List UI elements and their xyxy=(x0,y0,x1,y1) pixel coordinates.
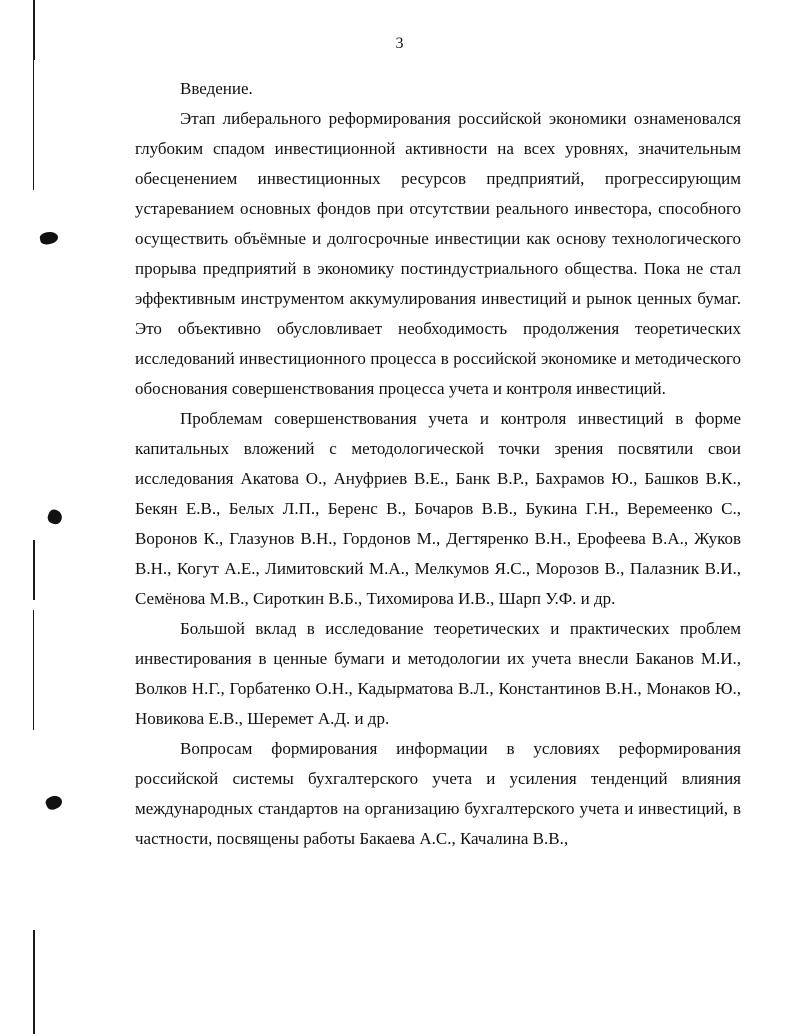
paragraph-reform-information: Вопросам формирования информации в условиях реформирования российской системы бухгалтерского учета и усиления тенденций влияния международных стандартов на организацию бухгалтерского учета и инвестиций, в частности, посвящены работы Бакаева А.С., Качалина В.В., xyxy=(135,739,741,848)
section-heading: Введение. xyxy=(180,79,253,98)
paragraph-authors-accounting: Проблемам совершенствования учета и контроля инвестиций в форме капитальных вложений с методологической точки зрения посвятили свои исследования Акатова О., Ануфриев В.Е., Банк В.Р., Бахрамов Ю., Башков В.К., Бекян Е.В., Белых Л.П., Беренс В., Бочаров В.В., Букина Г.Н., Веремеенко С., Воронов К., Глазунов В.Н., Гордонов М., Дегтяренко В.Н., Ерофеева В.А., Жуков В.Н., Когут А.Е., Лимитовский М.А., Мелкумов Я.С., Морозов В., Палазник В.И., Семёнова М.В., Сироткин В.Б., Тихомирова И.В., Шарп У.Ф. и др. xyxy=(135,409,741,608)
page-number: 3 xyxy=(395,35,404,52)
scan-edge-line xyxy=(33,540,35,600)
scan-edge-line xyxy=(33,930,35,1034)
ink-blot xyxy=(39,230,59,245)
paragraph-authors-securities: Большой вклад в исследование теоретических и практических проблем инвестирования в ценные бумаги и методологии их учета внесли Баканов М.И., Волков Н.Г., Горбатенко О.Н., Кадырматова В.Л., Константинов В.Н., Монаков Ю., Новикова Е.В., Шеремет А.Д. и др. xyxy=(135,619,741,728)
paragraph-intro: Этап либерального реформирования российской экономики ознаменовался глубоким спадом инвестиционной активности на всех уровнях, значительным обесценением инвестиционных ресурсов предприятий, прогрессирующим устареванием основных фондов при отсутствии реального инвестора, способного осуществить объёмные и долгосрочные инвестиции как основу технологического прорыва предприятий в экономику постиндустриального общества. Пока не стал эффективным инструментом аккумулирования инвестиций и рынок ценных бумаг. Это объективно обусловливает необходимость продолжения теоретических исследований инвестиционного процесса в российской экономике и методического обоснования совершенствования процесса учета и контроля инвестиций. xyxy=(135,109,741,398)
page-body xyxy=(135,74,741,854)
scan-edge-line xyxy=(33,610,34,730)
ink-blot xyxy=(46,508,64,526)
scan-edge-line xyxy=(33,60,34,190)
ink-blot xyxy=(44,793,64,812)
